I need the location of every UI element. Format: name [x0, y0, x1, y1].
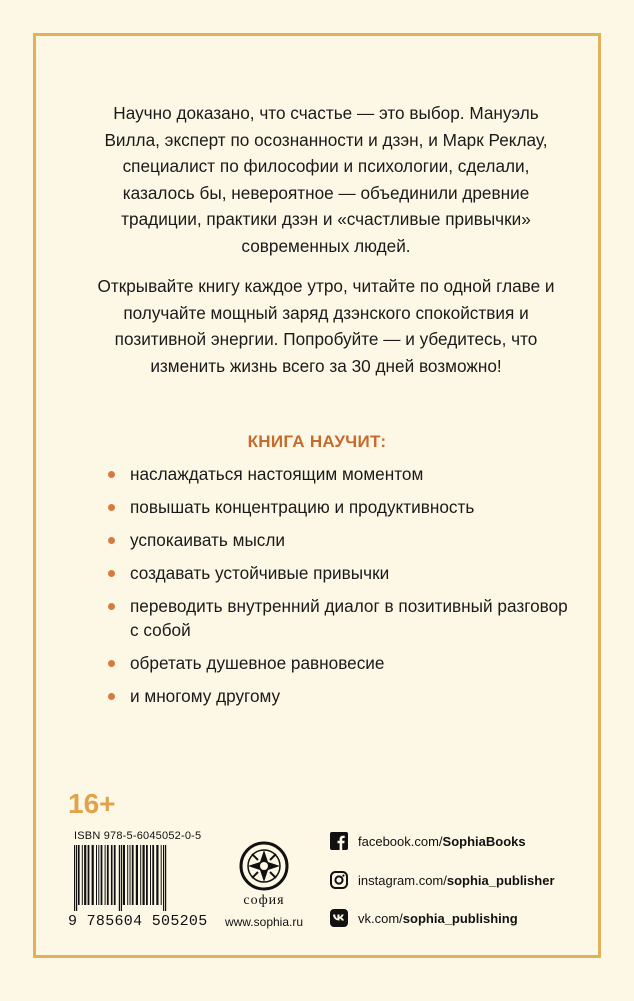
- list-item: [108, 594, 568, 642]
- list-item: [108, 495, 568, 519]
- social-vk[interactable]: [330, 909, 518, 927]
- list-item: [108, 462, 568, 486]
- list-item: [108, 561, 568, 585]
- bullet-dot-icon: [108, 570, 115, 577]
- barcode-bar: [152, 845, 154, 905]
- barcode-bar: [101, 845, 103, 905]
- barcode-number: 9 785604 505205: [68, 913, 208, 930]
- list-item-text: переводить внутренний диалог в позитивный разговор с собой: [130, 596, 568, 640]
- list-item-text: успокаивать мысли: [130, 530, 286, 550]
- barcode-bar: [123, 845, 125, 905]
- social-handle: sophia_publisher: [446, 872, 555, 888]
- bullet-dot-icon: [108, 504, 115, 511]
- list-item: [108, 528, 568, 552]
- barcode-bar: [143, 845, 145, 905]
- social-facebook[interactable]: [330, 832, 526, 850]
- list-item-text: и многому другому: [130, 686, 281, 706]
- description: [92, 100, 560, 379]
- barcode-bar: [156, 845, 158, 905]
- barcode-bar: [98, 845, 99, 905]
- list-item-text: создавать устойчивые привычки: [130, 563, 390, 583]
- barcode-bar: [82, 845, 83, 905]
- social-prefix: facebook.com/: [358, 833, 443, 849]
- bullet-dot-icon: [108, 603, 115, 610]
- barcode-bar: [107, 845, 109, 905]
- barcode-bar: [150, 845, 151, 905]
- social-prefix: instagram.com/: [358, 872, 447, 888]
- barcode-bar: [136, 845, 138, 905]
- instagram-icon: [330, 871, 348, 889]
- facebook-icon: [330, 832, 348, 850]
- barcode-bar: [78, 845, 80, 905]
- barcode-guard-bar: [74, 845, 75, 911]
- barcode-bar: [146, 845, 148, 905]
- bullet-dot-icon: [108, 693, 115, 700]
- publisher-logo-icon: [238, 840, 290, 892]
- bullet-dot-icon: [108, 471, 115, 478]
- list-item: [108, 684, 568, 708]
- social-handle: SophiaBooks: [442, 833, 526, 849]
- barcode-bar: [161, 845, 162, 905]
- list-item-text: наслаждаться настоящим моментом: [130, 464, 424, 484]
- social-prefix: vk.com/: [358, 910, 403, 926]
- barcode-guard-bar: [119, 845, 120, 911]
- barcode-bar: [84, 845, 86, 905]
- vk-icon: [330, 909, 348, 927]
- barcode-bar: [96, 845, 97, 905]
- barcode: [72, 845, 210, 911]
- description-paragraph-2: Открывайте книгу каждое утро, читайте по одной главе и получайте мощный заряд дзэнского спокойствия и позитивной энергии. Попробуйте — и убедитесь, что изменить жизнь всего за 30 дней возможно!: [97, 276, 555, 376]
- barcode-bar: [132, 845, 134, 905]
- publisher-name: софия: [243, 893, 285, 908]
- barcode-bar: [130, 845, 131, 905]
- barcode-bar: [140, 845, 141, 905]
- barcode-bar: [92, 845, 94, 905]
- list-item-text: повышать концентрацию и продуктивность: [130, 497, 475, 517]
- barcode-guard-bar: [163, 845, 164, 911]
- barcode-bar: [114, 845, 116, 905]
- social-handle: sophia_publishing: [402, 910, 518, 926]
- social-instagram[interactable]: [330, 871, 555, 889]
- bullet-dot-icon: [108, 660, 115, 667]
- barcode-guard-bar: [121, 845, 122, 911]
- section-heading: КНИГА НАУЧИТ:: [247, 432, 387, 451]
- list-item-text: обретать душевное равновесие: [130, 653, 385, 673]
- isbn-label: ISBN 978-5-6045052-0-5: [74, 830, 202, 842]
- publisher-website[interactable]: www.sophia.ru: [224, 915, 304, 929]
- barcode-guard-bar: [76, 845, 77, 911]
- list-item: [108, 651, 568, 675]
- barcode-bar: [127, 845, 128, 905]
- barcode-bar: [111, 845, 113, 905]
- barcode-bar: [105, 845, 106, 905]
- description-paragraph-1: Научно доказано, что счастье — это выбор. Мануэль Вилла, эксперт по осознанности и дзэн, и Марк Реклау, специалист по философии и психологии, сделали, казалось бы, невероятное — объединили древние традиции, практики дзэн и «счастливые привычки» современных людей.: [104, 103, 548, 256]
- age-rating: 16+: [68, 788, 116, 819]
- bullet-dot-icon: [108, 537, 115, 544]
- barcode-guard-bar: [165, 845, 166, 911]
- benefits-list: [108, 462, 568, 717]
- barcode-bar: [88, 845, 90, 905]
